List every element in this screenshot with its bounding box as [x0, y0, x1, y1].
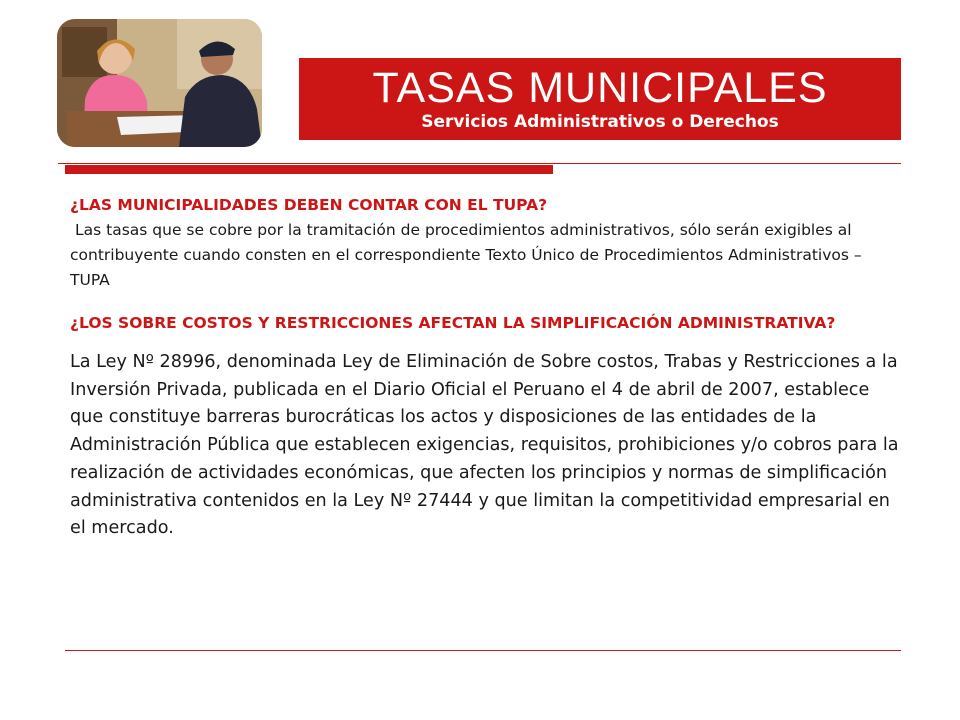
answer-ley-28996: La Ley Nº 28996, denominada Ley de Eliminación de Sobre costos, Trabas y Restricciones a la Inversión Privada, publicada en el Diario Oficial el Peruano el 4 de abril de 2007, establece que constituye barreras burocráticas los actos y disposiciones de las entidades de la Administración Pública que establecen exigencias, requisitos, prohibiciones y/o cobros para la realización de actividades económicas, que afecten los principios y normas de simplificación administrativa contenidos en la Ley Nº 27444 y que limitan la competitividad empresarial en el mercado. [70, 352, 899, 539]
divider-thin [58, 163, 901, 164]
title-banner [299, 58, 901, 140]
page-subtitle: Servicios Administrativos o Derechos [421, 112, 779, 132]
question-simplificacion: ¿LOS SOBRE COSTOS Y RESTRICCIONES AFECTAN LA SIMPLIFICACIÓN ADMINISTRATIVA? [70, 314, 836, 332]
body-content [70, 193, 900, 543]
answer-tupa: Las tasas que se cobre por la tramitación de procedimientos administrativos, sólo serán exigibles al contribuyente cuando consten en el correspondiente Texto Único de Procedimientos Administrativos – TUPA [70, 221, 862, 289]
divider-bottom [65, 650, 901, 651]
page-title: TASAS MUNICIPALES [372, 64, 828, 112]
question-tupa: ¿LAS MUNICIPALIDADES DEBEN CONTAR CON EL TUPA? [70, 196, 548, 214]
office-scene-illustration [57, 19, 262, 147]
divider-thick [65, 165, 553, 174]
header-photo [57, 19, 262, 147]
